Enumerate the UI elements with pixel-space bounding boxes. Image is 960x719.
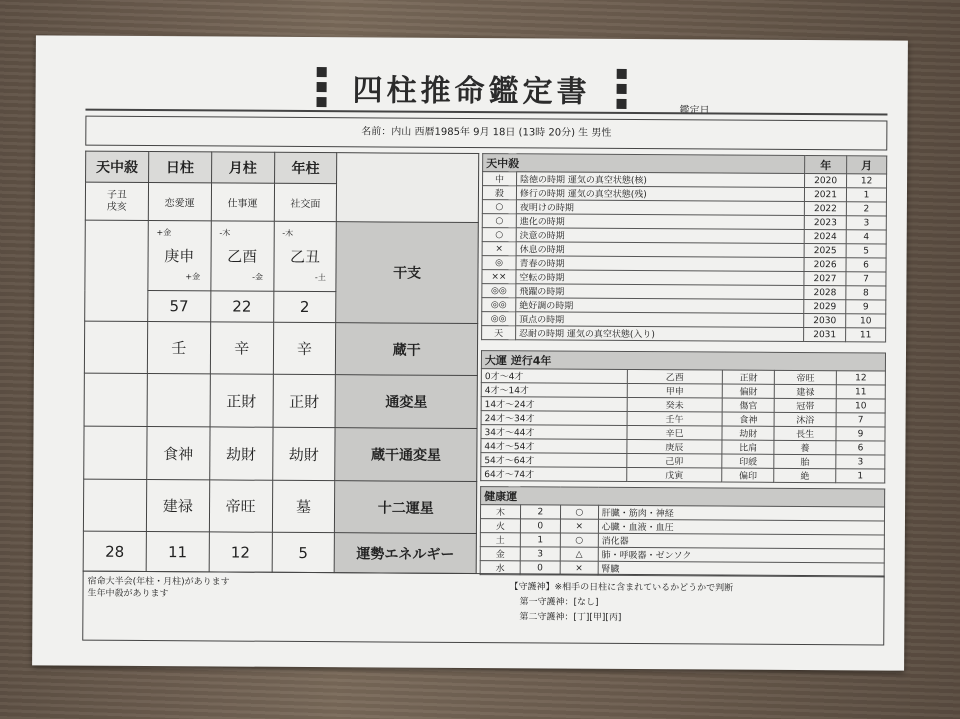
kanshi-day <box>148 221 211 291</box>
taiun-star: 偏財 <box>723 384 775 398</box>
taiun-age: 64才～74才 <box>481 467 627 482</box>
tenchusatsu-month: 3 <box>846 216 886 230</box>
taiun-table <box>480 350 886 483</box>
tenchusatsu-mark: ◎◎ <box>482 298 516 312</box>
name-line: 名前：内山 西暦1985年 9月 18日 (13時 20分) 生 男性 <box>361 126 612 139</box>
tenchusatsu-mark: 天 <box>482 326 516 340</box>
blank-cell <box>83 479 146 531</box>
taiun-star: 偏印 <box>722 468 774 482</box>
tenchusatsu-year: 2023 <box>804 216 846 230</box>
kenko-organ: 消化器 <box>598 533 884 549</box>
tenchusatsu-year: 2020 <box>805 174 847 188</box>
tenchusatsu-desc: 空転の時期 <box>516 270 804 286</box>
work-fortune: 仕事運 <box>211 183 274 221</box>
tenchusatsu-year: 2021 <box>805 188 847 202</box>
tenchusatsu-mark: 中 <box>483 172 517 186</box>
kenko-organ: 肝臓・筋肉・神経 <box>598 505 884 521</box>
zokan-label: 蔵干 <box>336 323 478 376</box>
tenchusatsu-year: 2031 <box>804 328 846 342</box>
tenchusatsu-value: 子丑 戌亥 <box>85 182 148 220</box>
junisei-month: 帝旺 <box>209 480 272 532</box>
kanshi-year-value: 乙丑 <box>289 247 321 267</box>
kenko-mark: ○ <box>560 533 598 547</box>
note-daihankai: 宿命大半会(年柱・月柱)があります <box>87 576 230 588</box>
tenchusatsu-mark: ○ <box>482 214 516 228</box>
blank-cell <box>84 373 147 426</box>
tenchusatsu-desc: 絶好調の時期 <box>516 298 804 314</box>
taiun-header: 大運 逆行4年 <box>481 351 885 371</box>
taiun-number: 7 <box>836 413 885 427</box>
taiun-unsei: 沐浴 <box>774 412 836 426</box>
kenko-count: 0 <box>520 519 560 533</box>
kenko-table <box>480 486 886 577</box>
title-text: 四柱推命鑑定書 <box>352 73 591 110</box>
tenchusatsu-panel <box>481 153 887 342</box>
kanshi-year-sub: -土 <box>314 273 326 283</box>
tsuhen-month: 正財 <box>210 374 273 427</box>
tenchusatsu-desc: 進化の時期 <box>516 214 804 230</box>
tenchusatsu-month: 9 <box>846 300 886 314</box>
taiun-panel <box>480 350 886 483</box>
kenko-mark: × <box>560 561 598 575</box>
taiun-kanshi: 乙酉 <box>627 369 723 384</box>
tenchusatsu-mark: ◎ <box>482 256 516 270</box>
kenko-element: 木 <box>480 505 520 519</box>
tenchusatsu-year: 2026 <box>804 258 846 272</box>
tenchusatsu-mark: ×× <box>482 270 516 284</box>
taiun-number: 11 <box>836 385 885 399</box>
energy-day: 11 <box>146 532 209 572</box>
kanshi-year-sup: -木 <box>282 228 294 238</box>
tenchusatsu-mark: ◎◎ <box>482 312 516 326</box>
header-day-pillar: 日柱 <box>148 152 211 183</box>
kanshi-day-sub: +金 <box>185 272 201 282</box>
notes-left <box>87 576 229 601</box>
shugoshin-second: 第二守護神：[丁][甲][丙] <box>519 612 622 623</box>
taiun-unsei: 養 <box>774 440 836 454</box>
tenchusatsu-year: 2025 <box>804 244 846 258</box>
table-row <box>481 467 885 483</box>
shugoshin-first: 第一守護神：[なし] <box>519 597 599 608</box>
page-title <box>312 65 630 111</box>
header-blank <box>337 153 479 223</box>
tenchusatsu-mark: ○ <box>482 228 516 242</box>
kanshi-year <box>273 221 336 291</box>
kenko-count: 2 <box>520 505 560 519</box>
zokan-year: 辛 <box>273 322 336 374</box>
energy-total: 28 <box>83 531 146 571</box>
tsuhen-year: 正財 <box>273 374 336 427</box>
kanshi-label: 干支 <box>336 222 478 324</box>
tenchusatsu-month: 4 <box>846 230 886 244</box>
tenchusatsu-month: 11 <box>846 328 886 342</box>
tenchusatsu-month: 5 <box>846 244 886 258</box>
tenchusatsu-month: 6 <box>846 258 886 272</box>
number-month: 22 <box>210 291 273 322</box>
kenko-mark: △ <box>560 547 598 561</box>
tenchusatsu-table-header: 天中殺 <box>483 154 805 174</box>
taiun-age: 24才～34才 <box>481 411 627 426</box>
taiun-number: 12 <box>836 371 885 385</box>
taiun-kanshi: 辛巳 <box>627 425 723 440</box>
shugoshin-title: 【守護神】※相手の日柱に含まれているかどうかで判断 <box>509 582 734 594</box>
taiun-unsei: 絶 <box>774 468 836 482</box>
note-seinenchusatsu: 生年中殺があります <box>87 588 169 600</box>
taiun-star: 食神 <box>722 412 774 426</box>
number-day: 57 <box>148 291 211 322</box>
taiun-age: 34才～44才 <box>481 425 627 440</box>
tenchusatsu-desc: 青春の時期 <box>516 256 804 272</box>
tenchusatsu-mark: 殺 <box>482 186 516 200</box>
taiun-star: 印綬 <box>722 454 774 468</box>
tenchusatsu-mark: ◎◎ <box>482 284 516 298</box>
energy-label: 運勢エネルギー <box>335 533 477 574</box>
kanshi-day-value: 庚申 <box>164 247 195 266</box>
tenchusatsu-desc: 修行の時期 運気の真空状態(残) <box>516 186 804 202</box>
header-tenchusatsu: 天中殺 <box>86 151 149 182</box>
zokan-month: 辛 <box>210 322 273 374</box>
tenchusatsu-month: 10 <box>846 314 886 328</box>
tenchusatsu-desc: 夜明けの時期 <box>516 200 804 216</box>
taiun-number: 1 <box>836 469 885 483</box>
tenchusatsu-desc: 陰徳の時期 運気の真空状態(核) <box>516 172 804 188</box>
blank-cell <box>84 426 147 479</box>
junisei-label: 十二運星 <box>335 481 477 534</box>
taiun-star: 比肩 <box>722 440 774 454</box>
name-box <box>85 116 887 151</box>
title-area <box>35 63 907 112</box>
taiun-number: 3 <box>836 455 885 469</box>
love-fortune: 恋愛運 <box>148 183 211 221</box>
tenchusatsu-month: 8 <box>846 286 886 300</box>
tenchusatsu-year: 2024 <box>804 230 846 244</box>
kenko-element: 水 <box>480 561 520 575</box>
taiun-kanshi: 己卯 <box>626 453 722 468</box>
tenchusatsu-month: 1 <box>846 188 886 202</box>
zokan-tsuhen-day: 食神 <box>147 427 210 480</box>
tenchusatsu-desc: 頂点の時期 <box>516 312 804 328</box>
taiun-number: 6 <box>836 441 885 455</box>
year-header: 年 <box>805 156 847 174</box>
tenchusatsu-year: 2028 <box>804 286 846 300</box>
taiun-rows <box>481 369 886 483</box>
taiun-number: 10 <box>836 399 885 413</box>
taiun-age: 44才～54才 <box>481 439 627 454</box>
kanshi-day-sup: +金 <box>156 228 172 238</box>
title-decoration-right <box>616 69 626 114</box>
tenchusatsu-rows <box>482 172 887 342</box>
kenko-organ: 心臓・血液・血圧 <box>598 519 884 535</box>
taiun-star: 劫財 <box>722 426 774 440</box>
taiun-unsei: 胎 <box>774 454 836 468</box>
shugoshin-notes <box>509 580 733 626</box>
junisei-day: 建禄 <box>146 480 209 532</box>
tenchusatsu-year: 2027 <box>804 272 846 286</box>
tsuhen-label: 通変星 <box>335 375 477 429</box>
taiun-kanshi: 戊寅 <box>626 467 722 482</box>
kenko-element: 火 <box>480 519 520 533</box>
kanshi-month-sub: -金 <box>252 272 264 282</box>
four-pillars-table <box>83 151 480 574</box>
taiun-unsei: 帝旺 <box>775 370 837 384</box>
taiun-star: 傷官 <box>722 398 774 412</box>
kenko-element: 土 <box>480 533 520 547</box>
kenko-count: 1 <box>520 533 560 547</box>
energy-month: 12 <box>209 532 272 572</box>
taiun-unsei: 長生 <box>774 426 836 440</box>
taiun-age: 54才～64才 <box>481 453 627 468</box>
kenko-count: 0 <box>520 561 560 575</box>
appraisal-date-label: 鑑定日 <box>679 105 710 117</box>
tenchusatsu-month: 2 <box>846 202 886 216</box>
tenchusatsu-desc: 決意の時期 <box>516 228 804 244</box>
kanshi-month <box>211 221 274 291</box>
kenko-rows <box>480 505 884 577</box>
kenko-count: 3 <box>520 547 560 561</box>
taiun-kanshi: 庚辰 <box>626 439 722 454</box>
kenko-mark: × <box>560 519 598 533</box>
taiun-unsei: 冠帯 <box>774 398 836 412</box>
taiun-age: 14才～24才 <box>481 397 627 412</box>
number-year: 2 <box>273 291 336 322</box>
zokan-day: 壬 <box>147 322 210 374</box>
header-year-pillar: 年柱 <box>274 152 337 183</box>
header-month-pillar: 月柱 <box>211 152 274 183</box>
tsuhen-day <box>147 374 210 427</box>
tenchusatsu-month: 7 <box>846 272 886 286</box>
title-decoration-left <box>316 67 326 112</box>
tenchusatsu-desc: 忍耐の時期 運気の真空状態(入り) <box>516 326 804 342</box>
taiun-unsei: 建禄 <box>774 384 836 398</box>
taiun-age: 0才～4才 <box>481 369 627 384</box>
kanshi-month-sup: -木 <box>219 228 231 238</box>
kanshi-month-value: 乙酉 <box>227 247 258 266</box>
kenko-panel <box>480 486 886 577</box>
taiun-kanshi: 壬午 <box>627 411 723 426</box>
taiun-star: 正財 <box>723 370 775 384</box>
taiun-number: 9 <box>836 427 885 441</box>
kenko-element: 金 <box>480 547 520 561</box>
blank-cell <box>85 220 148 321</box>
tenchusatsu-year: 2030 <box>804 314 846 328</box>
tenchusatsu-mark: ○ <box>482 200 516 214</box>
social-fortune: 社交面 <box>274 183 337 221</box>
junisei-year: 墓 <box>272 480 335 532</box>
zokan-tsuhen-month: 劫財 <box>209 427 272 480</box>
month-header: 月 <box>847 156 887 174</box>
kenko-organ: 肺・呼吸器・ゼンソク <box>598 547 884 563</box>
table-row <box>482 326 886 342</box>
tenchusatsu-desc: 休息の時期 <box>516 242 804 258</box>
taiun-kanshi: 甲申 <box>627 383 723 398</box>
kenko-organ: 腎臓 <box>598 561 884 577</box>
tenchusatsu-year: 2022 <box>804 202 846 216</box>
blank-cell <box>84 321 147 373</box>
tenchusatsu-month: 12 <box>847 174 887 188</box>
tenchusatsu-year: 2029 <box>804 300 846 314</box>
tenchusatsu-table <box>481 153 887 342</box>
kenko-header: 健康運 <box>481 487 885 507</box>
notes-box <box>82 571 884 646</box>
kenko-mark: ○ <box>560 505 598 519</box>
energy-year: 5 <box>272 532 335 572</box>
taiun-kanshi: 癸未 <box>627 397 723 412</box>
zokan-tsuhen-year: 劫財 <box>272 427 335 480</box>
tenchusatsu-mark: × <box>482 242 516 256</box>
taiun-age: 4才～14才 <box>481 383 627 398</box>
appraisal-sheet <box>32 35 908 670</box>
zokan-tsuhen-label: 蔵干通変星 <box>335 428 477 482</box>
tenchusatsu-desc: 飛躍の時期 <box>516 284 804 300</box>
